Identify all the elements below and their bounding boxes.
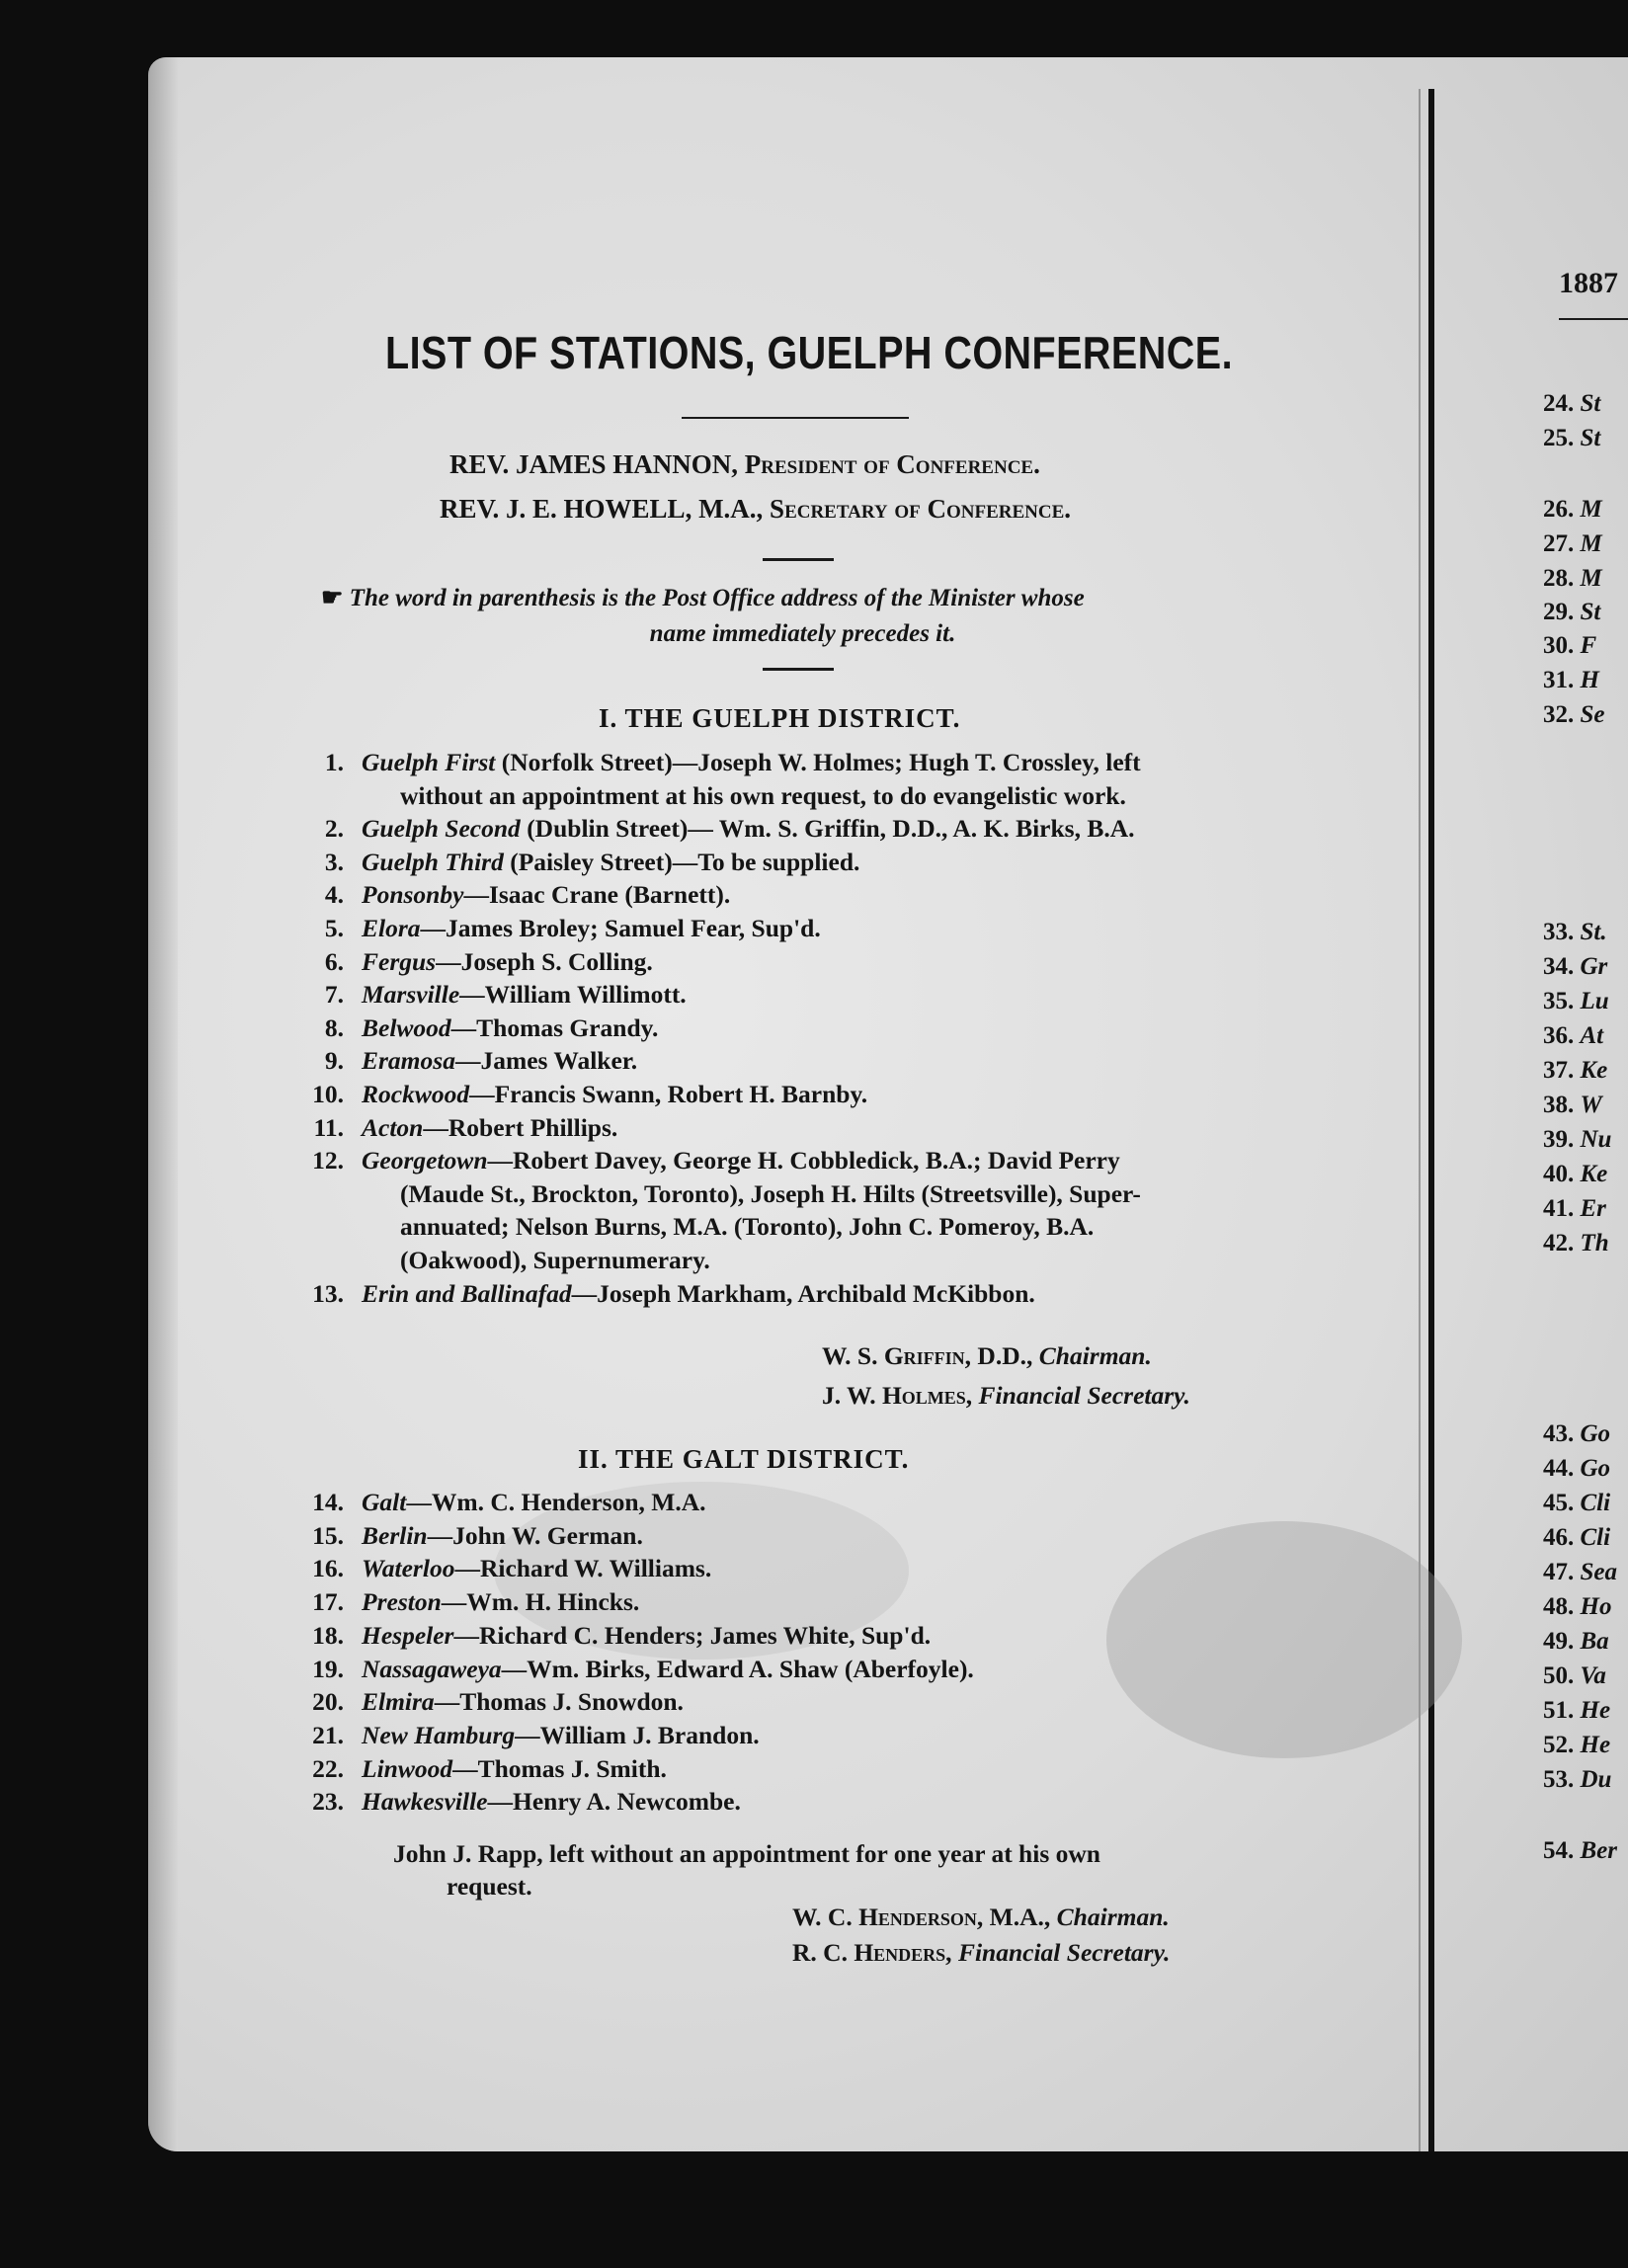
- station-place: Elora: [362, 914, 421, 942]
- station-text: [362, 878, 730, 911]
- facing-page-entry: [1543, 1593, 1628, 1621]
- station-ministers: —Joseph S. Colling.: [436, 946, 653, 976]
- station-number: 4.: [324, 880, 344, 910]
- station-number: 17.: [312, 1587, 344, 1617]
- station-text: [362, 978, 687, 1011]
- facing-page-entry: [1543, 1455, 1628, 1483]
- station-ministers: —Robert Davey, George H. Cobbledick, B.A.; David Perry: [487, 1146, 1120, 1175]
- facing-entry-number: 54.: [1543, 1837, 1581, 1864]
- facing-entry-fragment: Sea: [1580, 1559, 1617, 1585]
- station-ministers: —Thomas J. Smith.: [452, 1753, 667, 1783]
- facing-entry-fragment: He: [1580, 1732, 1611, 1758]
- facing-entry-number: 32.: [1543, 701, 1581, 728]
- station-ministers: —Wm. C. Henderson, M.A.: [406, 1488, 706, 1516]
- station-text: [362, 945, 653, 978]
- station-ministers: —John W. German.: [427, 1520, 643, 1550]
- facing-page-entry: [1543, 1126, 1628, 1154]
- station-number: 11.: [313, 1112, 344, 1142]
- facing-entry-fragment: M: [1580, 496, 1602, 523]
- station-ministers: (Dublin Street)— Wm. S. Griffin, D.D., A. K. Birks, B.A.: [520, 814, 1135, 844]
- facing-entry-number: 52.: [1543, 1732, 1581, 1758]
- facing-entry-fragment: St: [1580, 425, 1601, 451]
- station-text: [362, 1552, 711, 1584]
- facing-entry-fragment: Ber: [1580, 1837, 1617, 1864]
- station-number: 20.: [312, 1687, 344, 1717]
- station-ministers: —Thomas J. Snowdon.: [434, 1687, 684, 1717]
- facing-entry-fragment: He: [1580, 1697, 1611, 1724]
- signature-name: W. S. Griffin, D.D.,: [822, 1341, 1033, 1370]
- officer-name: REV. JAMES HANNON,: [449, 449, 739, 479]
- station-text: [362, 746, 1141, 778]
- station-place: Waterloo: [362, 1554, 455, 1583]
- station-text: [362, 1012, 658, 1044]
- facing-entry-number: 33.: [1543, 919, 1581, 945]
- station-number: 2.: [324, 814, 344, 844]
- facing-entry-fragment: St.: [1580, 919, 1607, 945]
- station-place: Eramosa: [362, 1046, 455, 1076]
- facing-page-entry: [1543, 1766, 1628, 1794]
- facing-entry-number: 44.: [1543, 1455, 1581, 1482]
- facing-entry-number: 39.: [1543, 1126, 1581, 1153]
- station-place: Hespeler: [362, 1620, 454, 1650]
- officer-role: President of Conference.: [744, 449, 1040, 479]
- signature-financial-secretary: [792, 1938, 1170, 1968]
- station-number: 1.: [324, 748, 344, 776]
- station-text: [362, 1044, 637, 1077]
- facing-page-entry: [1543, 988, 1628, 1015]
- pointing-hand-icon: ☛: [321, 585, 344, 611]
- facing-page-entry: [1543, 1420, 1628, 1448]
- station-ministers: —Wm. Birks, Edward A. Shaw (Aberfoyle).: [501, 1654, 974, 1683]
- book-gutter: [1428, 89, 1434, 2242]
- facing-entry-number: 42.: [1543, 1230, 1581, 1256]
- facing-entry-number: 48.: [1543, 1593, 1581, 1620]
- station-place: Erin and Ballinafad: [362, 1278, 572, 1308]
- station-place: Acton: [362, 1112, 424, 1142]
- facing-entry-fragment: H: [1580, 667, 1599, 693]
- station-number: 3.: [324, 847, 344, 876]
- facing-page-entry: [1543, 1524, 1628, 1552]
- facing-page-entry: [1543, 1092, 1628, 1119]
- station-ministers: —Francis Swann, Robert H. Barnby.: [469, 1080, 868, 1108]
- facing-entry-number: 40.: [1543, 1161, 1581, 1187]
- station-number: 19.: [312, 1654, 344, 1683]
- facing-page-year: 1887: [1559, 267, 1618, 299]
- facing-page-entry: [1543, 701, 1628, 729]
- facing-entry-number: 41.: [1543, 1195, 1581, 1222]
- facing-entry-number: 45.: [1543, 1490, 1581, 1516]
- station-text: [362, 1519, 643, 1552]
- facing-page-entry: [1543, 496, 1628, 524]
- station-number: 6.: [324, 946, 344, 976]
- station-continuation: (Oakwood), Supernumerary.: [400, 1246, 710, 1274]
- signature-title: Chairman.: [1038, 1341, 1152, 1370]
- facing-entry-number: 28.: [1543, 565, 1581, 592]
- facing-entry-fragment: Go: [1580, 1455, 1611, 1482]
- facing-page-entry: [1543, 1230, 1628, 1257]
- facing-page-entry: [1543, 599, 1628, 626]
- facing-entry-fragment: F: [1580, 632, 1597, 659]
- facing-page-entry: [1543, 1697, 1628, 1725]
- station-ministers: —Richard C. Henders; James White, Sup'd.: [453, 1620, 932, 1650]
- station-ministers: —William J. Brandon.: [515, 1720, 760, 1749]
- station-ministers: —Richard W. Williams.: [454, 1554, 712, 1583]
- station-number: 12.: [312, 1146, 344, 1175]
- facing-entry-fragment: Cli: [1580, 1524, 1611, 1551]
- facing-entry-fragment: W: [1580, 1092, 1602, 1118]
- station-ministers: —Isaac Crane (Barnett).: [463, 880, 731, 910]
- page-title: LIST OF STATIONS, GUELPH CONFERENCE.: [385, 327, 1233, 378]
- station-number: 16.: [312, 1554, 344, 1583]
- facing-entry-fragment: Cli: [1580, 1490, 1611, 1516]
- station-ministers: (Paisley Street)—To be supplied.: [503, 847, 860, 876]
- facing-page-entry: [1543, 1057, 1628, 1085]
- station-text: [362, 1685, 684, 1718]
- officer-role: Secretary of Conference.: [770, 494, 1072, 524]
- facing-page-entry: [1543, 565, 1628, 593]
- district-heading-galt: II. THE GALT DISTRICT.: [578, 1444, 910, 1474]
- facing-page-entry: [1543, 1662, 1628, 1690]
- signature-financial-secretary: [822, 1381, 1190, 1411]
- signature-name: R. C. Henders,: [792, 1938, 952, 1967]
- station-place: Nassagaweya: [362, 1654, 502, 1683]
- station-place: Rockwood: [362, 1080, 470, 1108]
- station-ministers: —Henry A. Newcombe.: [487, 1787, 741, 1817]
- facing-entry-number: 46.: [1543, 1524, 1581, 1551]
- facing-entry-fragment: M: [1580, 530, 1602, 557]
- station-text: [362, 1078, 867, 1110]
- facing-entry-number: 36.: [1543, 1022, 1581, 1049]
- station-number: 14.: [312, 1488, 344, 1516]
- facing-entry-fragment: Ho: [1580, 1593, 1612, 1620]
- station-text: [362, 846, 859, 878]
- officer-secretary: [440, 494, 1071, 525]
- facing-page-entry: [1543, 632, 1628, 660]
- station-number: 8.: [324, 1012, 344, 1042]
- facing-entry-number: 31.: [1543, 667, 1581, 693]
- facing-entry-fragment: Ke: [1580, 1057, 1608, 1084]
- facing-page-entry: [1543, 1161, 1628, 1188]
- signature-chairman: [822, 1341, 1152, 1371]
- station-place: Linwood: [362, 1753, 453, 1783]
- divider: [763, 558, 834, 561]
- facing-entry-fragment: Lu: [1580, 988, 1609, 1014]
- station-ministers: —Robert Phillips.: [423, 1112, 618, 1142]
- facing-entry-fragment: Ba: [1580, 1628, 1609, 1655]
- station-number: 15.: [312, 1520, 344, 1550]
- facing-entry-fragment: Va: [1580, 1662, 1606, 1689]
- facing-entry-fragment: Se: [1580, 701, 1605, 728]
- note-line-1: The word in parenthesis is the Post Office address of the Minister whose: [349, 585, 1085, 611]
- signature-title: Financial Secretary.: [957, 1938, 1171, 1967]
- station-place: Belwood: [362, 1012, 451, 1042]
- facing-entry-fragment: Th: [1580, 1230, 1609, 1256]
- facing-entry-number: 25.: [1543, 425, 1581, 451]
- station-ministers: —Wm. H. Hincks.: [441, 1587, 640, 1617]
- station-place: Galt: [362, 1488, 407, 1516]
- station-text: [362, 1144, 1120, 1176]
- station-text: [362, 812, 1135, 845]
- ink-smudge: [1106, 1521, 1462, 1758]
- station-continuation: (Maude St., Brockton, Toronto), Joseph H. Hilts (Streetsville), Super-: [400, 1178, 1141, 1208]
- station-place: Preston: [362, 1587, 442, 1617]
- facing-entry-fragment: Go: [1580, 1420, 1611, 1447]
- facing-entry-number: 49.: [1543, 1628, 1581, 1655]
- facing-page-rule: [1559, 318, 1628, 320]
- facing-entry-number: 53.: [1543, 1766, 1581, 1793]
- station-text: [362, 1619, 931, 1652]
- station-ministers: —James Broley; Samuel Fear, Sup'd.: [420, 914, 821, 942]
- signature-name: W. C. Henderson, M.A.,: [792, 1903, 1051, 1931]
- district-heading-guelph: I. THE GUELPH DISTRICT.: [599, 703, 961, 733]
- title-rule: [682, 417, 909, 419]
- station-number: 10.: [312, 1080, 344, 1108]
- station-ministers: (Norfolk Street)—Joseph W. Holmes; Hugh T. Crossley, left: [495, 748, 1141, 776]
- station-number: 22.: [312, 1753, 344, 1783]
- station-text: [362, 1719, 760, 1751]
- facing-page-entry: [1543, 667, 1628, 694]
- station-continuation: annuated; Nelson Burns, M.A. (Toronto), John C. Pomeroy, B.A.: [400, 1212, 1095, 1242]
- facing-entry-number: 43.: [1543, 1420, 1581, 1447]
- facing-page-entry: [1543, 1837, 1628, 1865]
- station-number: 23.: [312, 1787, 344, 1817]
- station-place: Georgetown: [362, 1146, 488, 1175]
- gutter-shadow: [1419, 89, 1421, 2242]
- signature-title: Chairman.: [1056, 1903, 1170, 1931]
- note-line-2: name immediately precedes it.: [649, 620, 956, 647]
- station-place: Hawkesville: [362, 1787, 488, 1817]
- station-text: [362, 1585, 639, 1618]
- station-number: 21.: [312, 1720, 344, 1749]
- facing-page-entry: [1543, 919, 1628, 946]
- facing-entry-number: 38.: [1543, 1092, 1581, 1118]
- station-text: [362, 1277, 1035, 1310]
- facing-entry-number: 50.: [1543, 1662, 1581, 1689]
- facing-page-entry: [1543, 1628, 1628, 1656]
- scan-border: [0, 2151, 1628, 2268]
- station-text: [362, 1486, 706, 1518]
- station-place: New Hamburg: [362, 1720, 516, 1749]
- station-number: 7.: [324, 980, 344, 1010]
- facing-entry-fragment: St: [1580, 390, 1601, 417]
- station-text: [362, 1752, 667, 1785]
- facing-entry-number: 35.: [1543, 988, 1581, 1014]
- facing-entry-number: 27.: [1543, 530, 1581, 557]
- facing-entry-fragment: Ke: [1580, 1161, 1608, 1187]
- facing-entry-fragment: Gr: [1580, 953, 1608, 980]
- page-edge: [148, 57, 178, 2151]
- address-note: [321, 581, 1284, 652]
- station-text: [362, 1111, 617, 1144]
- station-ministers: —William Willimott.: [459, 980, 687, 1010]
- station-number: 18.: [312, 1620, 344, 1650]
- footnote-line: request.: [447, 1872, 532, 1901]
- station-ministers: —Thomas Grandy.: [450, 1012, 659, 1042]
- footnote-line: John J. Rapp, left without an appointment for one year at his own: [393, 1839, 1100, 1868]
- station-text: [362, 912, 821, 944]
- signature-name: J. W. Holmes,: [822, 1381, 973, 1410]
- station-place: Elmira: [362, 1687, 435, 1717]
- signature-chairman: [792, 1903, 1170, 1932]
- signature-title: Financial Secretary.: [978, 1381, 1190, 1410]
- facing-entry-fragment: Er: [1580, 1195, 1606, 1222]
- station-continuation: without an appointment at his own request, to do evangelistic work.: [400, 780, 1126, 810]
- station-ministers: —James Walker.: [454, 1046, 638, 1076]
- facing-page-entry: [1543, 530, 1628, 558]
- facing-page-entry: [1543, 1490, 1628, 1517]
- station-place: Guelph First: [362, 748, 496, 776]
- station-place: Guelph Second: [362, 814, 521, 844]
- facing-entry-number: 47.: [1543, 1559, 1581, 1585]
- facing-entry-number: 51.: [1543, 1697, 1581, 1724]
- facing-page-entry: [1543, 953, 1628, 981]
- facing-entry-number: 29.: [1543, 599, 1581, 625]
- facing-entry-fragment: Du: [1580, 1766, 1612, 1793]
- divider: [763, 668, 834, 671]
- facing-entry-number: 34.: [1543, 953, 1581, 980]
- facing-entry-number: 26.: [1543, 496, 1581, 523]
- officer-president: [449, 449, 1040, 480]
- facing-page-entry: [1543, 1195, 1628, 1223]
- facing-entry-number: 30.: [1543, 632, 1581, 659]
- station-ministers: —Joseph Markham, Archibald McKibbon.: [571, 1278, 1035, 1308]
- station-text: [362, 1653, 974, 1685]
- facing-entry-fragment: At: [1580, 1022, 1604, 1049]
- facing-entry-number: 24.: [1543, 390, 1581, 417]
- officer-name: REV. J. E. HOWELL, M.A.,: [440, 494, 764, 524]
- station-number: 5.: [324, 914, 344, 942]
- station-place: Ponsonby: [362, 880, 464, 910]
- station-text: [362, 1785, 741, 1818]
- station-place: Marsville: [362, 980, 460, 1010]
- facing-entry-fragment: M: [1580, 565, 1602, 592]
- facing-entry-fragment: St: [1580, 599, 1601, 625]
- facing-page-entry: [1543, 390, 1628, 418]
- station-number: 9.: [324, 1046, 344, 1076]
- facing-page-entry: [1543, 425, 1628, 452]
- facing-page-entry: [1543, 1732, 1628, 1759]
- facing-page-entry: [1543, 1559, 1628, 1586]
- station-number: 13.: [312, 1278, 344, 1308]
- station-place: Guelph Third: [362, 847, 504, 876]
- station-place: Fergus: [362, 946, 437, 976]
- station-place: Berlin: [362, 1520, 428, 1550]
- facing-entry-fragment: Nu: [1580, 1126, 1612, 1153]
- facing-entry-number: 37.: [1543, 1057, 1581, 1084]
- facing-page-entry: [1543, 1022, 1628, 1050]
